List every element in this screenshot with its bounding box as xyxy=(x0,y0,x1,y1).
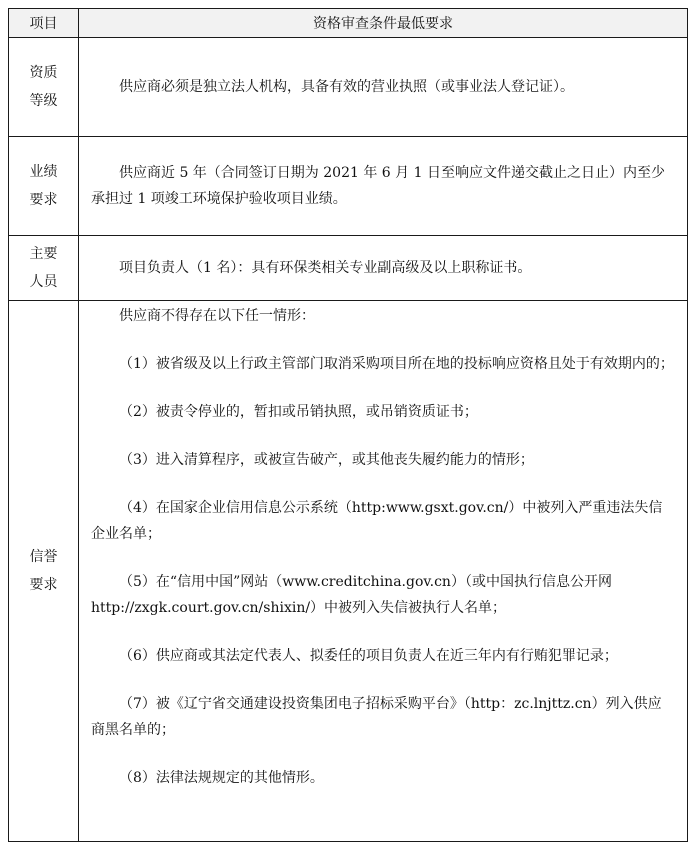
credit-intro: 供应商不得存在以下任一情形： xyxy=(119,308,315,324)
table-row-performance xyxy=(9,137,688,236)
table-row-qualification xyxy=(9,38,688,137)
credit-item: （7）被《辽宁省交通建设投资集团电子招标采购平台》（http：zc.lnjttz.cn）列入供应商黑名单的； xyxy=(91,696,662,738)
row-content xyxy=(79,236,688,301)
header-requirements: 资格审查条件最低要求 xyxy=(79,9,688,38)
credit-item: （1）被省级及以上行政主管部门取消采购项目所在地的投标响应资格且处于有效期内的； xyxy=(119,356,674,372)
credit-item: （5）在“信用中国”网站（www.creditchina.gov.cn）（或中国执行信息公开网 http://zxgk.court.gov.cn/shixin/）中被列入失信被执行人名单； xyxy=(91,574,612,616)
requirement-text: 供应商必须是独立法人机构，具备有效的营业执照（或事业法人登记证）。 xyxy=(119,79,574,95)
requirement-text: 项目负责人（1 名）：具有环保类相关专业副高级及以上职称证书。 xyxy=(119,260,532,276)
row-label: 业绩 要求 xyxy=(9,137,79,236)
row-content xyxy=(79,301,688,842)
table-header-row xyxy=(9,9,688,38)
table-row-personnel xyxy=(9,236,688,301)
header-item: 项目 xyxy=(9,9,79,38)
row-label: 资质 等级 xyxy=(9,38,79,137)
requirements-table xyxy=(8,8,688,842)
row-label: 主要 人员 xyxy=(9,236,79,301)
credit-item: （4）在国家企业信用信息公示系统（http:www.gsxt.gov.cn/）中被列入严重违法失信企业名单； xyxy=(91,500,663,542)
row-content xyxy=(79,38,688,137)
credit-item: （2）被责令停业的，暂扣或吊销执照，或吊销资质证书； xyxy=(119,404,478,420)
credit-item: （8）法律法规规定的其他情形。 xyxy=(119,770,324,786)
row-content xyxy=(79,137,688,236)
credit-item: （3）进入清算程序，或被宣告破产，或其他丧失履约能力的情形； xyxy=(119,452,534,468)
table-row-credit xyxy=(9,301,688,842)
requirement-text: 供应商近 5 年（合同签订日期为 2021 年 6 月 1 日至响应文件递交截止之日止）内至少承担过 1 项竣工环境保护验收项目业绩。 xyxy=(91,165,665,207)
row-label: 信誉 要求 xyxy=(9,301,79,842)
credit-item: （6）供应商或其法定代表人、拟委任的项目负责人在近三年内有行贿犯罪记录； xyxy=(119,648,618,664)
